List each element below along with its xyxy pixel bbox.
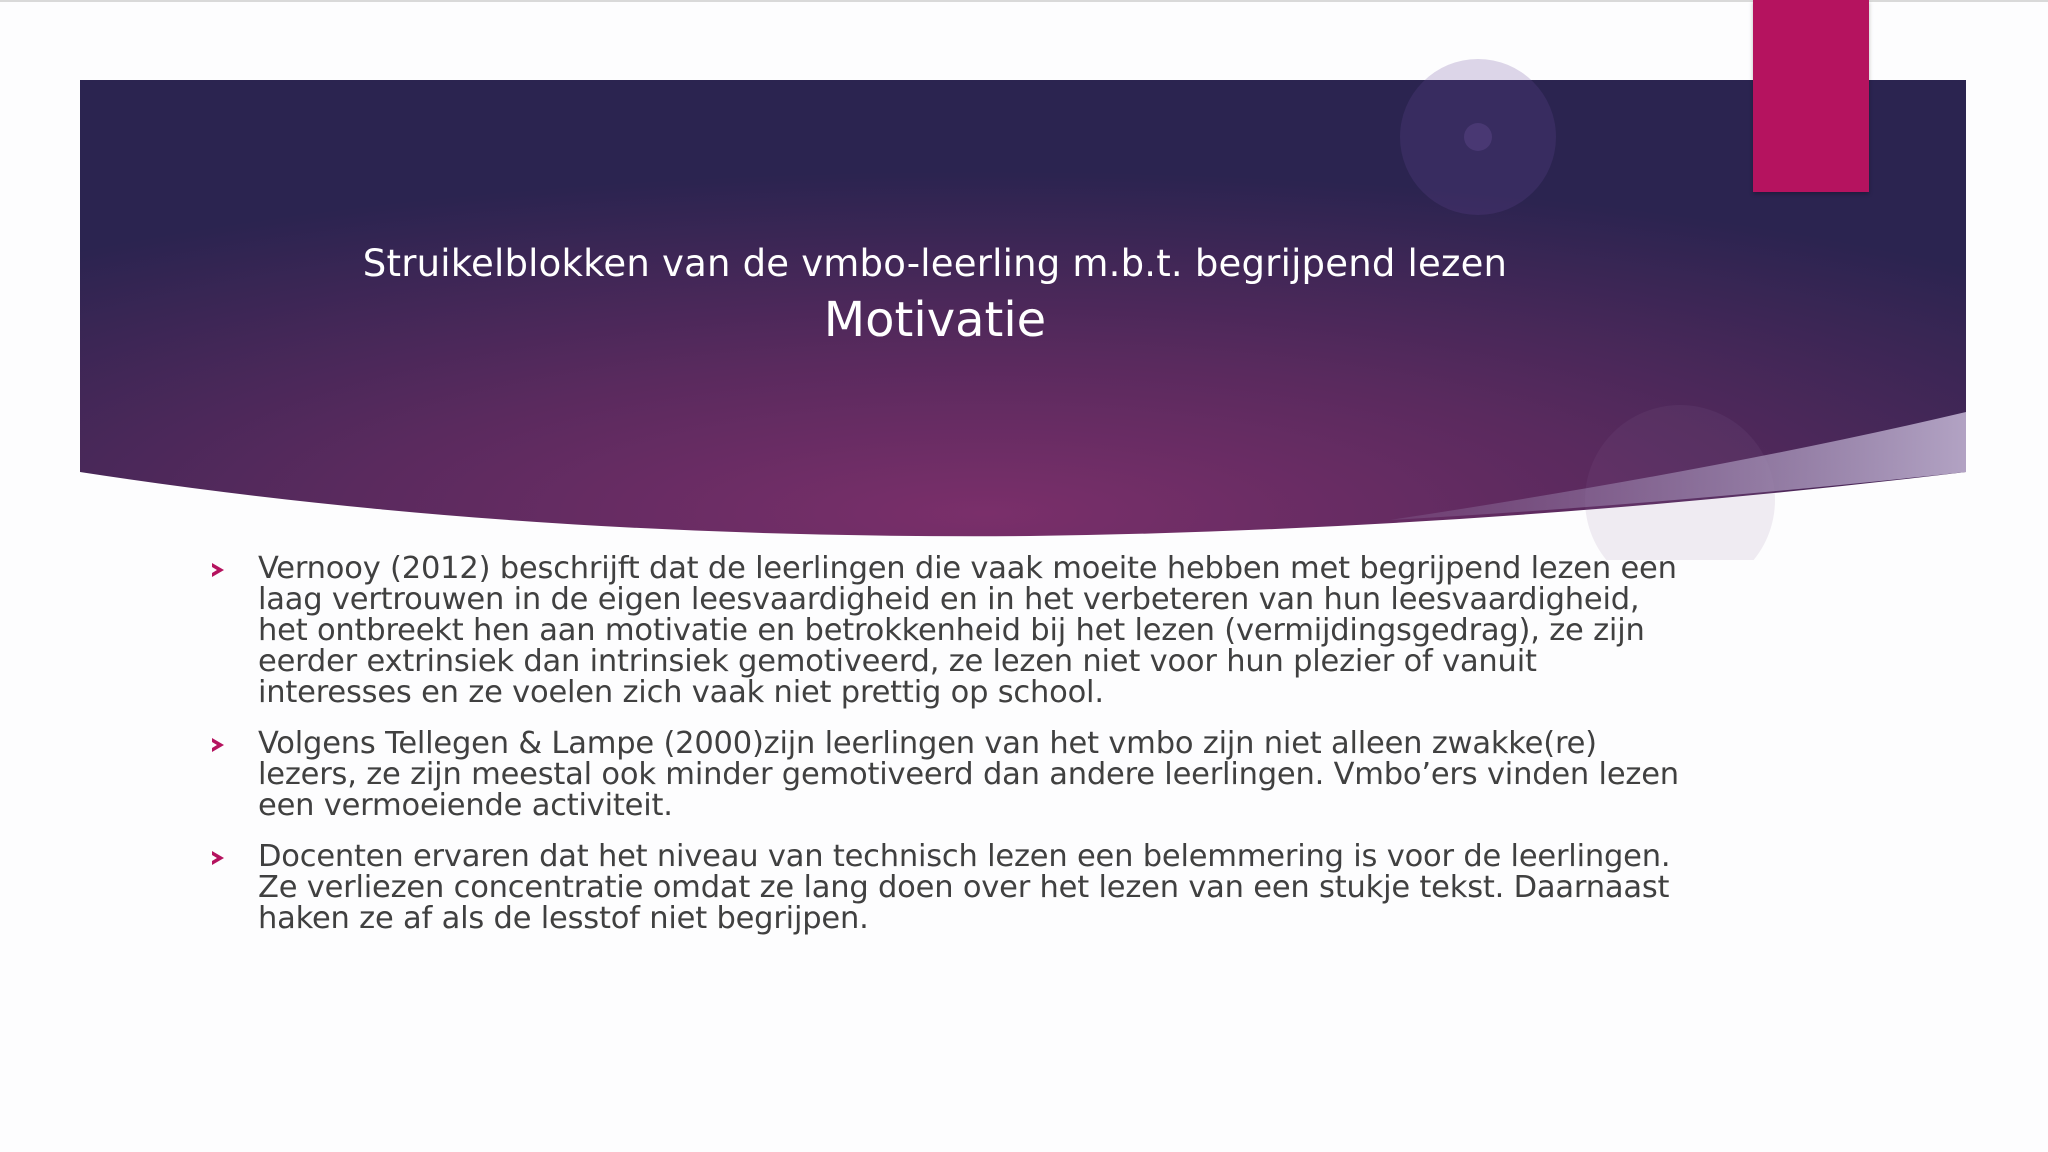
arrow-bullet-icon: [212, 851, 224, 865]
arrow-bullet-icon: [212, 563, 224, 577]
slide-title: Motivatie: [823, 292, 1047, 348]
bullet-text: Vernooy (2012) beschrijft dat de leerlingen die vaak moeite hebben met begrijpend lezen een laag vertrouwen in de eigen leesvaardigheid en in het verbeteren van hun leesvaardigheid, het ontbreekt hen aan motivatie en betrokkenheid bij het lezen (vermijdingsgedrag), ze zijn eerder extrinsiek dan intrinsiek gemotiveerd, ze lezen niet voor hun plezier of vanuit interesses en ze voelen zich vaak niet prettig op school.: [258, 551, 1677, 710]
slide-subtitle: Struikelblokken van de vmbo-leerling m.b.t. begrijpend lezen: [362, 242, 1508, 285]
list-item: [210, 553, 1680, 708]
list-item: [210, 841, 1680, 934]
accent-tab: [1753, 0, 1869, 192]
list-item: [210, 728, 1680, 821]
bullet-text: Docenten ervaren dat het niveau van technisch lezen een belemmering is voor de leerlingen. Ze verliezen concentratie omdat ze lang doen over het lezen van een stukje tekst. Daarnaast haken ze af als de lesstof niet begrijpen.: [258, 839, 1671, 936]
bullet-text: Volgens Tellegen & Lampe (2000)zijn leerlingen van het vmbo zijn niet alleen zwakke(re) lezers, ze zijn meestal ook minder gemotiveerd dan andere leerlingen. Vmbo’ers vinden lezen een vermoeiende activiteit.: [258, 726, 1679, 823]
title-block: [80, 238, 1790, 350]
bullet-list: [210, 553, 1680, 954]
arrow-bullet-icon: [212, 738, 224, 752]
